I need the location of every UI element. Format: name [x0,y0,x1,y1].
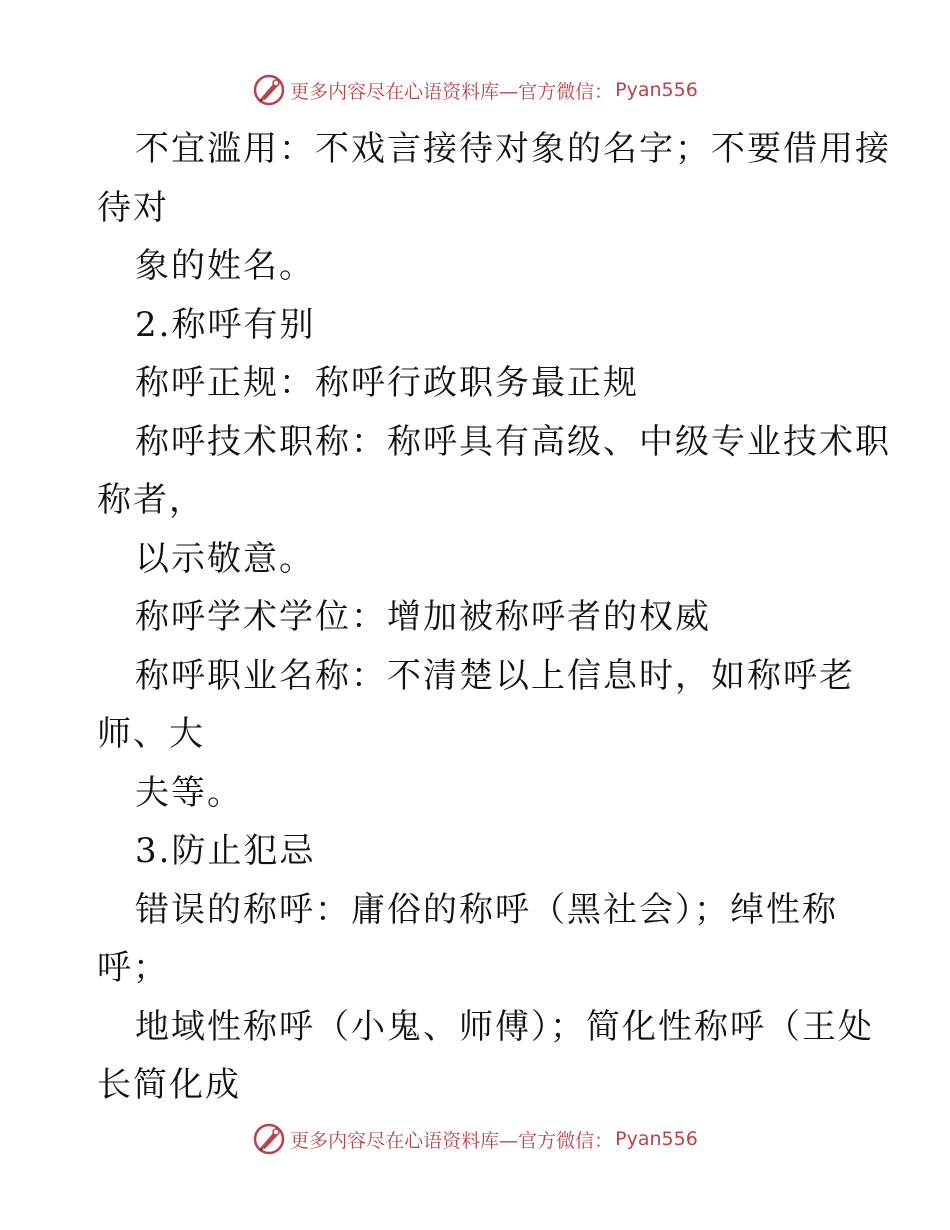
watermark-handle: Pyan556 [615,1128,698,1150]
text-line: 称呼正规：称呼行政职务最正规 [135,363,639,403]
document-body [97,120,891,1115]
watermark-handle: Pyan556 [615,79,698,101]
text-line: 象的姓名。 [135,246,315,286]
section-heading: 2.称呼有别 [135,304,316,345]
text-line: 夫等。 [135,772,243,813]
pen-logo-icon [252,73,286,107]
text-line: 长简化成 [97,1065,241,1105]
text-line: 地域性称呼（小鬼、师傅）；简化性称呼（王处 [135,1006,874,1047]
text-line: 称呼职业名称：不清楚以上信息时，如称呼老 [135,655,855,696]
text-line: 不宜滥用：不戏言接待对象的名字；不要借用接 [135,129,891,169]
text-line: 错误的称呼：庸俗的称呼（黑社会）；绰性称 [135,889,838,930]
section-heading: 3.防止犯忌 [135,831,316,871]
header-watermark [0,70,950,110]
text-line: 待对 [97,187,169,228]
footer-watermark [0,1119,950,1159]
pen-logo-icon [252,1122,286,1156]
text-line: 称者， [97,480,205,520]
text-line: 称呼学术学位：增加被称呼者的权威 [135,597,711,637]
text-line: 呼； [97,948,169,988]
watermark-text: 更多内容尽在心语资料库—官方微信： [290,80,614,103]
text-line: 称呼技术职称：称呼具有高级、中级专业技术职 [135,421,891,462]
watermark-text: 更多内容尽在心语资料库—官方微信： [290,1129,614,1152]
text-line: 以示敬意。 [135,538,315,579]
text-line: 师、大 [97,714,205,754]
